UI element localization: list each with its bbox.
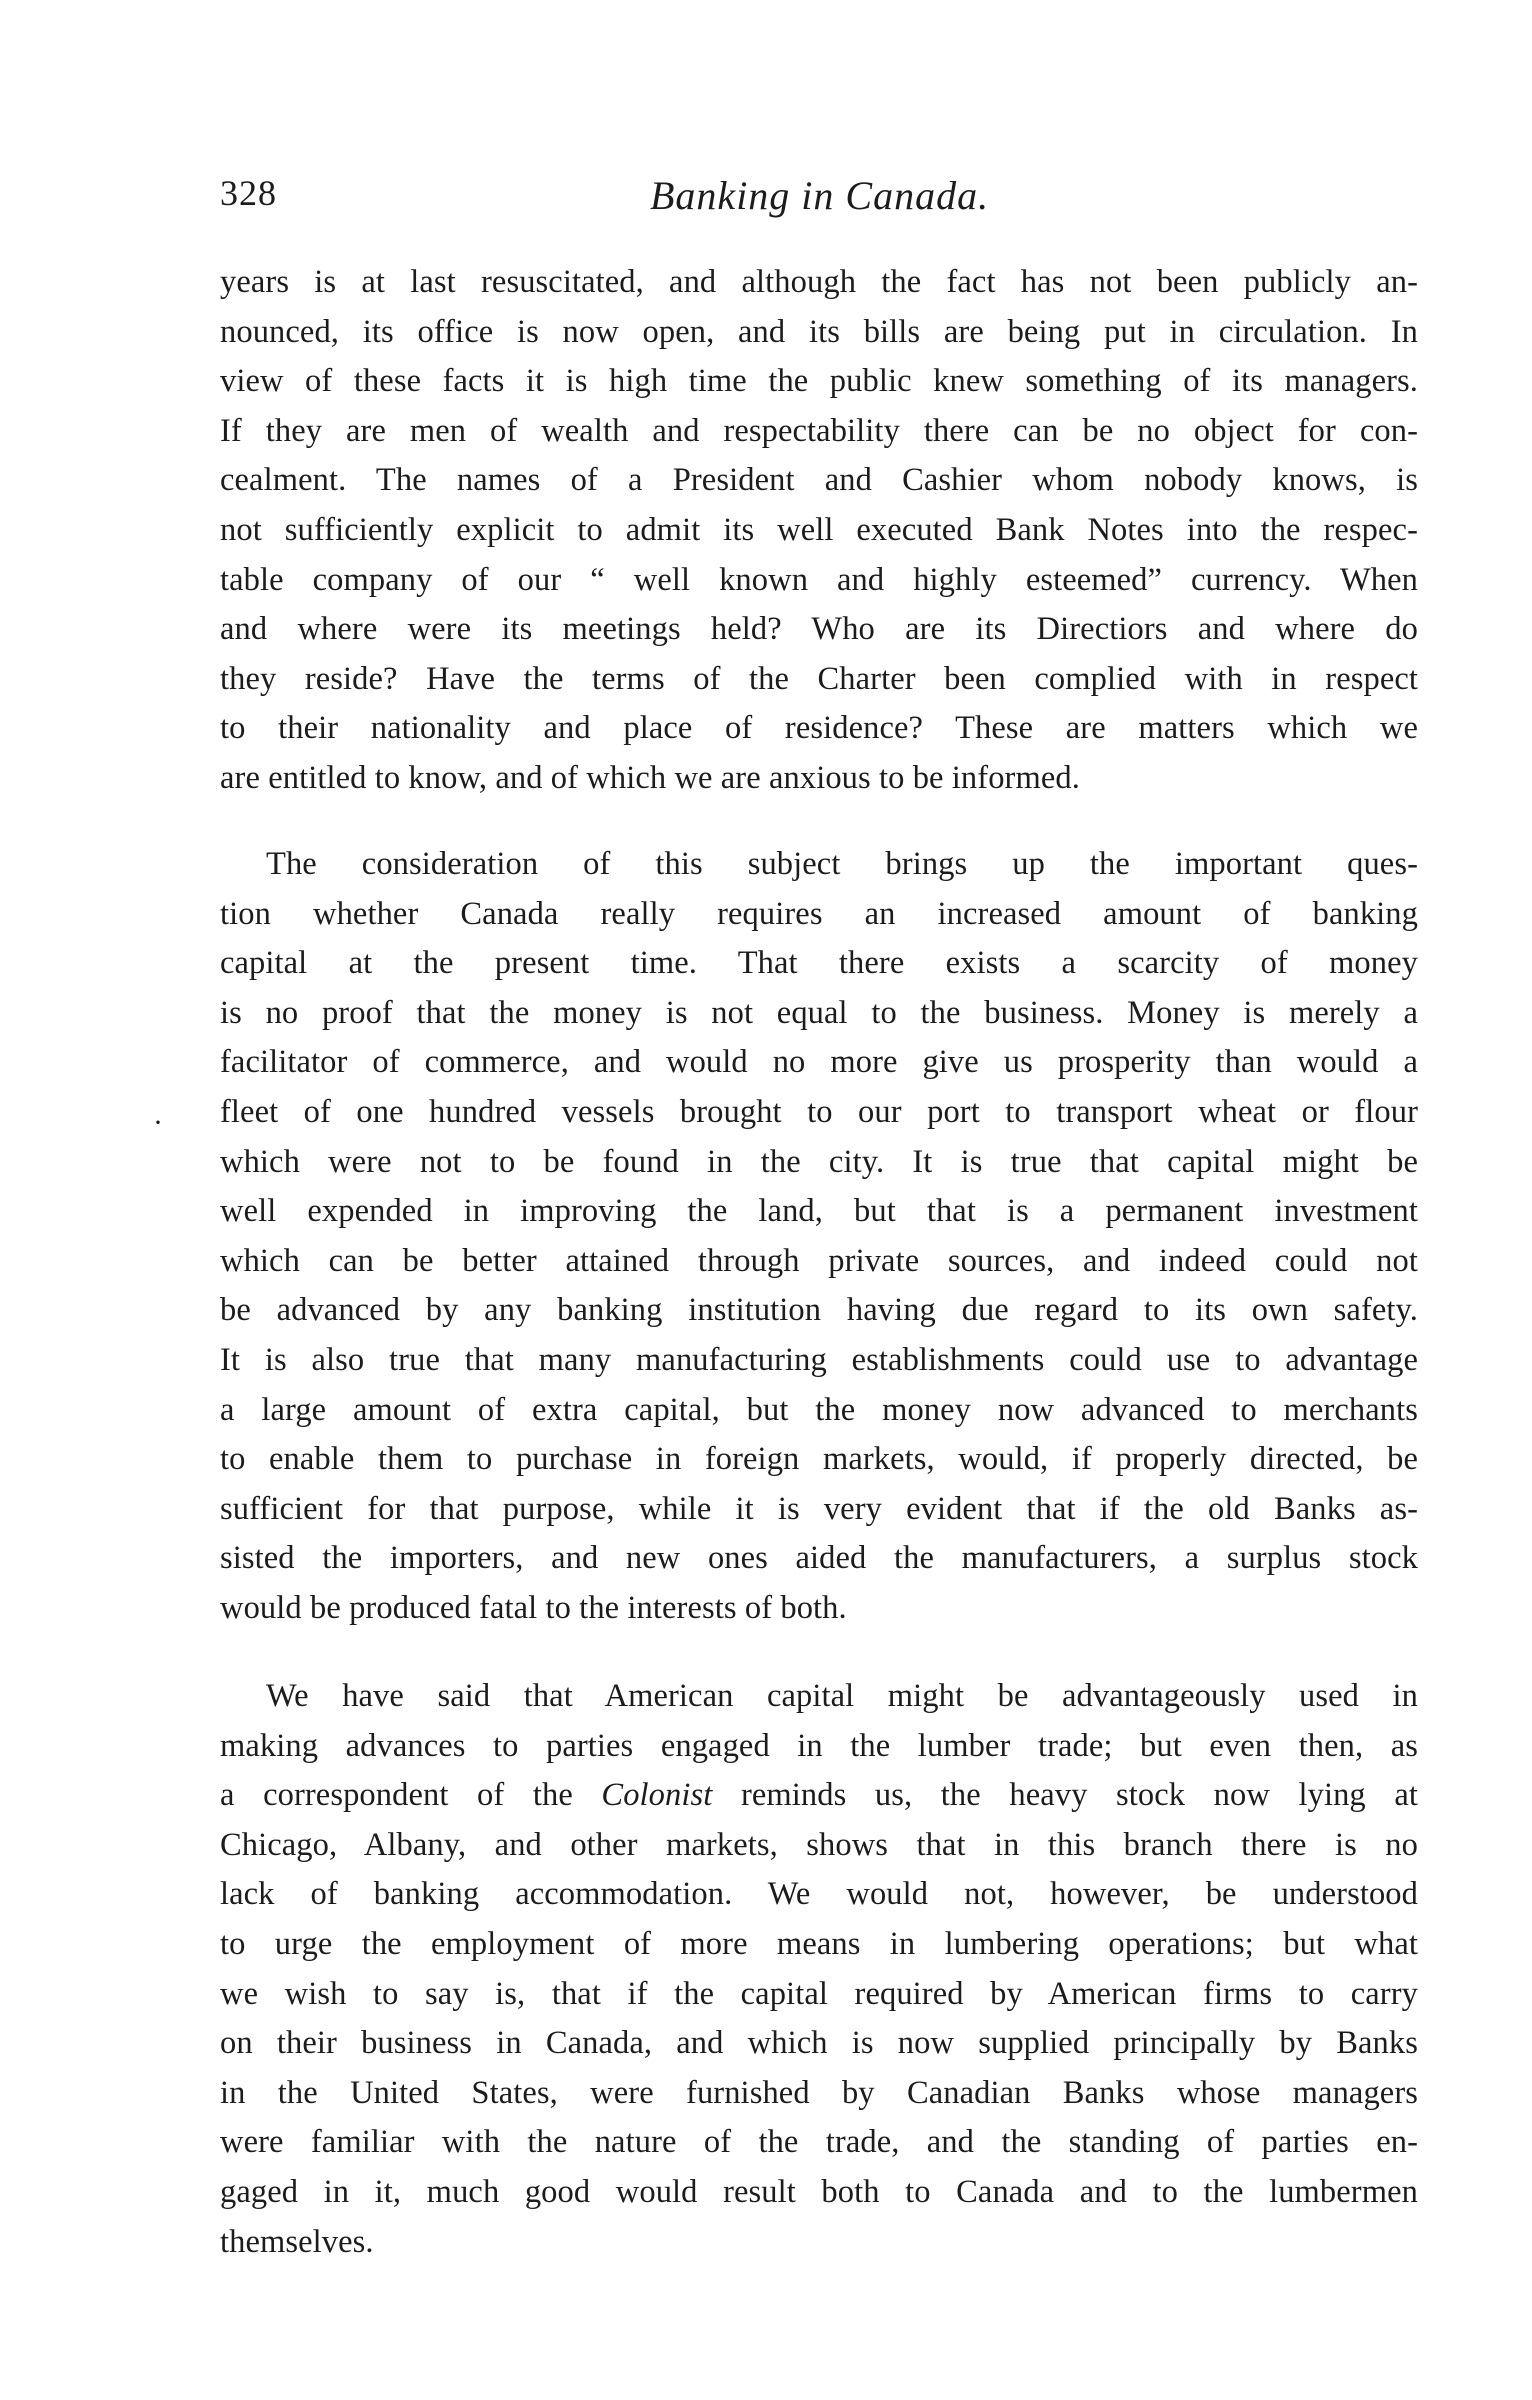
- text-line: sufficient for that purpose, while it is very evident that if the old Banks as-: [220, 1490, 1418, 1527]
- text-line: If they are men of wealth and respectability there can be no object for con-: [220, 412, 1418, 449]
- paragraph-3: [220, 1672, 1418, 2267]
- paragraph-1: [220, 258, 1418, 804]
- text-line: well expended in improving the land, but that is a permanent investment: [220, 1193, 1418, 1230]
- text-line: themselves.: [220, 2223, 374, 2260]
- text-line: and where were its meetings held? Who are its Directiors and where do: [220, 611, 1418, 648]
- text-segment: reminds us, the heavy stock now lying at: [712, 1777, 1418, 1814]
- text-line: cealment. The names of a President and Cashier whom nobody knows, is: [220, 462, 1418, 499]
- text-line: they reside? Have the terms of the Charter been complied with in respect: [220, 660, 1418, 697]
- text-line: nounced, its office is now open, and its bills are being put in circulation. In: [220, 313, 1418, 350]
- text-line: not sufficiently explicit to admit its well executed Bank Notes into the respec-: [220, 511, 1418, 548]
- text-line: making advances to parties engaged in the lumber trade; but even then, as: [220, 1727, 1418, 1764]
- text-line: to urge the employment of more means in lumbering operations; but what: [220, 1925, 1418, 1962]
- text-line: We have said that American capital might be advantageously used in: [266, 1678, 1418, 1714]
- margin-mark: ·: [153, 1106, 163, 1139]
- text-line: which were not to be found in the city. It is true that capital might be: [220, 1143, 1418, 1180]
- running-title: Banking in Canada.: [650, 173, 990, 218]
- text-line: table company of our “ well known and highly esteemed” currency. When: [220, 561, 1418, 598]
- text-line: capital at the present time. That there exists a scarcity of money: [220, 945, 1418, 982]
- italic-title: Colonist: [601, 1777, 713, 1814]
- text-line: were familiar with the nature of the trade, and the standing of parties en-: [220, 2124, 1418, 2161]
- text-line: sisted the importers, and new ones aided the manufacturers, a surplus stock: [220, 1540, 1418, 1577]
- text-line: fleet of one hundred vessels brought to our port to transport wheat or flour: [220, 1093, 1418, 1130]
- text-line: are entitled to know, and of which we are anxious to be informed.: [220, 759, 1080, 796]
- text-line: facilitator of commerce, and would no more give us prosperity than would a: [220, 1044, 1418, 1081]
- text-line: we wish to say is, that if the capital required by American firms to carry: [220, 1975, 1418, 2012]
- page-header: [220, 172, 1420, 232]
- text-line: to enable them to purchase in foreign markets, would, if properly directed, be: [220, 1441, 1418, 1478]
- text-line: lack of banking accommodation. We would not, however, be understood: [220, 1876, 1418, 1913]
- page-number: 328: [220, 173, 277, 213]
- text-line-with-italic: [220, 1771, 1418, 1821]
- text-line: be advanced by any banking institution having due regard to its own safety.: [220, 1292, 1418, 1329]
- text-line: which can be better attained through private sources, and indeed could not: [220, 1242, 1418, 1279]
- text-line: tion whether Canada really requires an increased amount of banking: [220, 895, 1418, 932]
- text-line: It is also true that many manufacturing establishments could use to advantage: [220, 1341, 1418, 1378]
- text-segment: a correspondent of the: [220, 1777, 602, 1814]
- text-line: on their business in Canada, and which is now supplied principally by Banks: [220, 2025, 1418, 2062]
- text-line: would be produced fatal to the interests of both.: [220, 1589, 847, 1626]
- text-line: gaged in it, much good would result both to Canada and to the lumbermen: [220, 2173, 1418, 2210]
- text-line: is no proof that the money is not equal to the business. Money is merely a: [220, 994, 1418, 1031]
- text-line: to their nationality and place of residence? These are matters which we: [220, 710, 1418, 747]
- text-line: in the United States, were furnished by Canadian Banks whose managers: [220, 2074, 1418, 2111]
- text-line: years is at last resuscitated, and although the fact has not been publicly an-: [220, 264, 1418, 300]
- paragraph-2: [220, 840, 1418, 1634]
- text-line: Chicago, Albany, and other markets, shows that in this branch there is no: [220, 1826, 1418, 1863]
- text-line: The consideration of this subject brings up the important ques-: [266, 846, 1418, 882]
- text-line: view of these facts it is high time the public knew something of its managers.: [220, 363, 1418, 400]
- text-line: a large amount of extra capital, but the money now advanced to merchants: [220, 1391, 1418, 1428]
